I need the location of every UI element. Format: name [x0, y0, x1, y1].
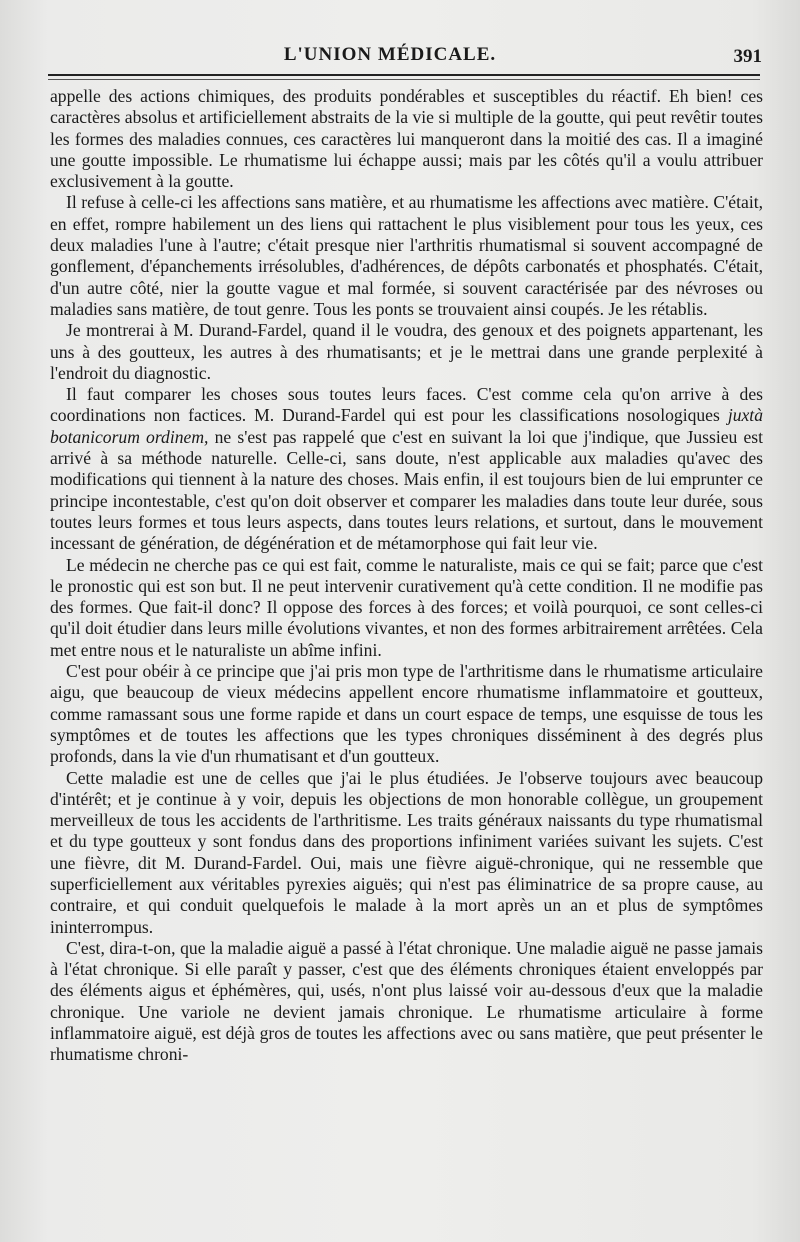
paragraph: Cette maladie est une de celles que j'ai le plus étudiées. Je l'observe toujours avec beaucoup d'intérêt; et je continue à y voir, depuis les objections de mon honorable collègue, un groupement merveilleux de tous les accidents de l'arthritisme. Les traits généraux naissants du type rhumatismal et du type goutteux y sont fondus dans des proportions infiniment variées suivant les sujets. C'est une fièvre, dit M. Durand-Fardel. Oui, mais une fièvre aiguë-chronique, qui ne ressemble que superficiellement aux véritables pyrexies aiguës; qui n'est pas éliminatrice de sa propre cause, au contraire, et qui conduit quelquefois le malade à la mort après un an et plus de symptômes ininterrompus.	[50, 767, 763, 937]
paragraph: appelle des actions chimiques, des produits pondérables et susceptibles du réactif. Eh bien! ces caractères absolus et artificiellement abstraits de la vie si multiple de la goutte, qui peut revêtir toutes les formes des maladies connues, ces caractères lui manqueront dans la moitié des cas. Il a imaginé une goutte impossible. Le rhumatisme lui échappe aussi; mais par les côtés qu'il a voulu attribuer exclusivement à la goutte.	[50, 86, 763, 192]
article-body	[50, 86, 763, 1066]
header-rule	[48, 74, 760, 76]
page-header	[40, 44, 762, 74]
paragraph: Il refuse à celle-ci les affections sans matière, et au rhumatisme les affections avec matière. C'était, en effet, rompre habilement un des liens qui rattachent le plus visiblement pour tous les yeux, ces deux maladies l'une à l'autre; c'était presque nier l'arthritis rhumatismal si souvent accompagné de gonflement, d'épanchements irrésolubles, d'adhérences, de dépôts carbonatés et phosphatés. C'était, d'un autre côté, nier la goutte vague et mal formée, si souvent caractérisée par des névroses ou maladies sans matière, de tout genre. Tous les ponts se trouvaient ainsi coupés. Je les rétablis.	[50, 192, 763, 319]
paragraph-text: Il faut comparer les choses sous toutes leurs faces. C'est comme cela qu'on arrive à des coordinations non factices. M. Durand-Fardel qui est pour les classifications nosologiques	[50, 384, 763, 426]
header-rule-thin	[48, 79, 760, 80]
paragraph: Le médecin ne cherche pas ce qui est fait, comme le naturaliste, mais ce qui se fait; parce que c'est le pronostic qui est son but. Il ne peut intervenir curativement qu'à cette condition. Il ne modifie pas des formes. Que fait-il donc? Il oppose des forces à des forces; et voilà pourquoi, ce sont celles-ci qu'il doit étudier dans leurs mille évolutions vivantes, et non des formes arbitrairement arrêtées. Cela met entre nous et le naturaliste un abîme infini.	[50, 554, 763, 660]
running-title: L'UNION MÉDICALE.	[283, 44, 497, 65]
page-number: 391	[733, 46, 762, 67]
paragraph: C'est, dira-t-on, que la maladie aiguë a passé à l'état chronique. Une maladie aiguë ne passe jamais à l'état chronique. Si elle paraît y passer, c'est que des éléments chroniques étaient enveloppés par des éléments aigus et éphémères, qui, usés, n'ont plus laissé voir au-dessous d'eux que la maladie chronique. Une variole ne devient jamais chronique. Le rhumatisme articulaire à forme inflammatoire aiguë, est déjà gros de toutes les affections avec ou sans matière, que peut présenter le rhumatisme chroni-	[50, 937, 763, 1065]
paragraph: C'est pour obéir à ce principe que j'ai pris mon type de l'arthritisme dans le rhumatisme articulaire aigu, que beaucoup de vieux médecins appellent encore rhumatisme inflammatoire et goutteux, comme ramassant sous une forme rapide et dans un court espace de temps, une esquisse de tous les symptômes et de toutes les affections que les types chroniques disséminent à des degrés plus profonds, dans la vie d'un rhumatisant et d'un goutteux.	[50, 661, 763, 767]
paragraph-text: ne s'est pas rappelé que c'est en suivant la loi que j'indique, que Jussieu est arrivé à sa méthode naturelle. Celle-ci, sans doute, n'est applicable aux maladies qu'avec des modifications qui tiennent à la nature des choses. Mais enfin, il est toujours bien de lui emprunter ce principe incontestable, c'est qu'on doit observer et comparer les maladies dans toute leur durée, sous toutes leurs formes et tous leurs aspects, dans toutes leurs relations, et surtout, dans le mouvement incessant de génération, de dégénération et de métamorphose qui fait leur vie.	[50, 426, 764, 554]
paragraph	[50, 384, 763, 554]
paragraph: Je montrerai à M. Durand-Fardel, quand il le voudra, des genoux et des poignets appartenant, les uns à des goutteux, les autres à des rhumatisants; et je le mettrai dans une grande perplexité à l'endroit du diagnostic.	[50, 320, 763, 383]
latin-phrase: juxtà botanicorum ordinem,	[50, 405, 763, 447]
